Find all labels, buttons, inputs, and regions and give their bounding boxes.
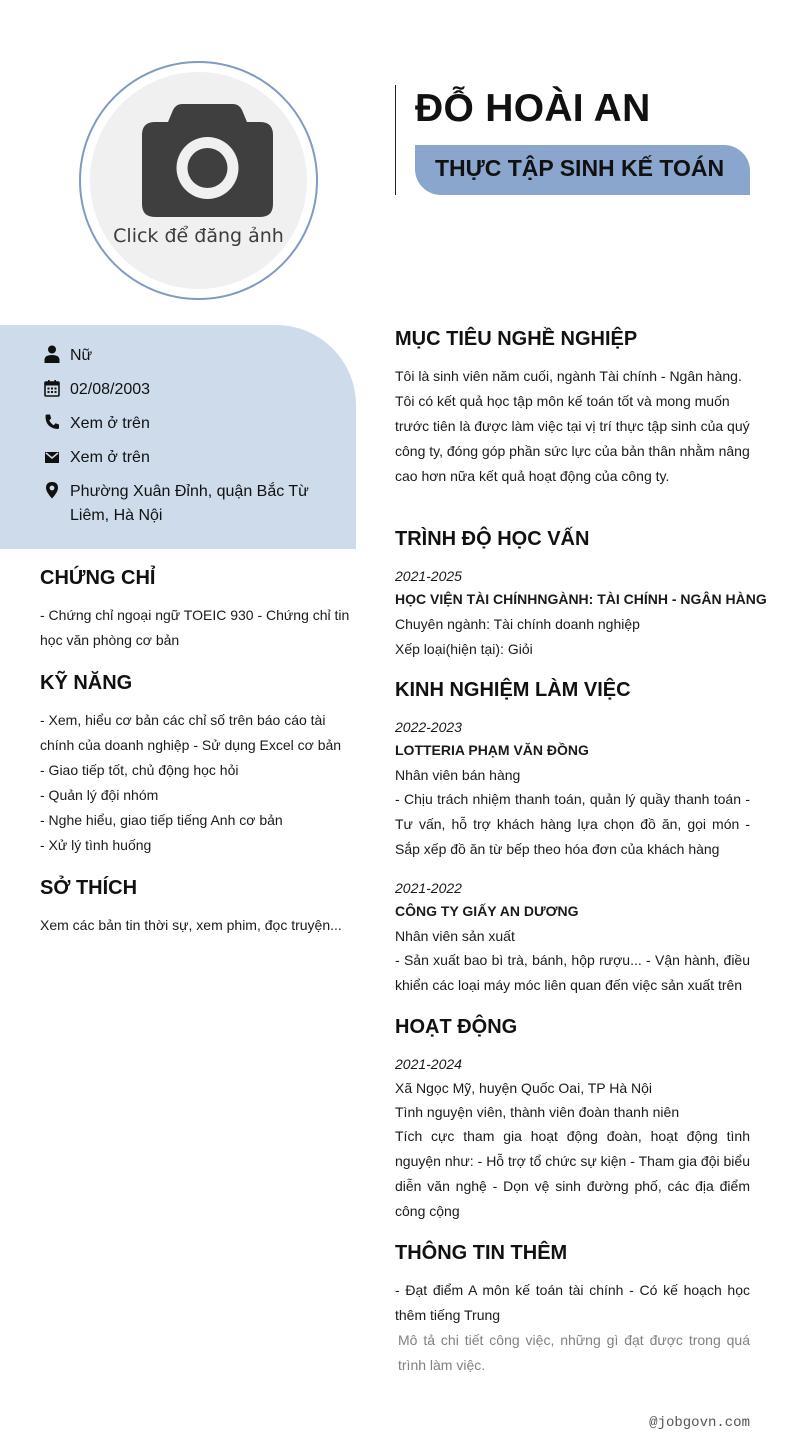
- education-year: 2021-2025: [395, 568, 462, 584]
- activities-block: [395, 1053, 750, 1224]
- person-icon: [44, 345, 60, 363]
- contact-phone: [44, 412, 150, 432]
- job-company: CÔNG TY GIẤY AN DƯƠNG: [395, 903, 579, 919]
- activity-description: Tích cực tham gia hoạt động đoàn, hoạt động tình nguyện như: - Hỗ trợ tổ chức sự kiện - Tham gia đội biểu diễn văn nghệ - Dọn vệ sinh đường phố, các địa điểm công cộng: [395, 1128, 750, 1219]
- job-description: - Sản xuất bao bì trà, bánh, hộp rượu... - Vận hành, điều khiển các loại máy móc liên quan đến việc sản xuất trên: [395, 952, 750, 993]
- education-major: Chuyên ngành: Tài chính doanh nghiệp: [395, 616, 640, 632]
- avatar-upload[interactable]: [79, 61, 318, 300]
- education-rank: Xếp loại(hiện tại): Giỏi: [395, 641, 533, 657]
- extra-info-text: [395, 1278, 750, 1378]
- phone-icon: [44, 413, 60, 431]
- education-school: HỌC VIỆN TÀI CHÍNHNGÀNH: TÀI CHÍNH - NGÂN HÀNG: [395, 591, 767, 607]
- activity-place: Xã Ngọc Mỹ, huyện Quốc Oai, TP Hà Nội: [395, 1080, 653, 1096]
- certificates-text: - Chứng chỉ ngoại ngữ TOEIC 930 - Chứng chỉ tin học văn phòng cơ bản: [40, 607, 350, 648]
- hobbies-text: Xem các bản tin thời sự, xem phim, đọc truyện...: [40, 917, 342, 933]
- contact-gender: [44, 344, 93, 364]
- experience-job-1: [395, 716, 750, 862]
- job-role: Nhân viên bán hàng: [395, 767, 521, 783]
- upload-photo-caption[interactable]: Click để đăng ảnh: [113, 225, 284, 247]
- avatar-placeholder[interactable]: [90, 72, 307, 289]
- activities-heading: HOẠT ĐỘNG: [395, 1016, 518, 1038]
- address-value: Phường Xuân Đỉnh, quận Bắc Từ Liêm, Hà Nội: [70, 483, 309, 524]
- skills-heading: KỸ NĂNG: [40, 672, 133, 694]
- activity-role: Tình nguyện viên, thành viên đoàn thanh niên: [395, 1104, 680, 1120]
- mail-icon: [44, 447, 60, 465]
- contact-birthday: [44, 378, 151, 398]
- job-company: LOTTERIA PHẠM VĂN ĐỒNG: [395, 742, 589, 758]
- email-value: Xem ở trên: [70, 449, 150, 466]
- skills-text: - Xem, hiểu cơ bản các chỉ số trên báo cáo tài chính của doanh nghiệp - Sử dụng Excel cơ bản - Giao tiếp tốt, chủ động học hỏi - Quản lý đội nhóm - Nghe hiểu, giao tiếp tiếng Anh cơ bản - Xử lý tình huống: [40, 712, 342, 853]
- objective-heading: MỤC TIÊU NGHỀ NGHIỆP: [395, 328, 638, 350]
- footer-credit: @jobgovn.com: [649, 1415, 750, 1431]
- job-year: 2022-2023: [395, 719, 462, 735]
- phone-value: Xem ở trên: [70, 415, 150, 432]
- experience-job-2: [395, 877, 750, 998]
- job-year: 2021-2022: [395, 880, 462, 896]
- position-title: THỰC TẬP SINH KẾ TOÁN: [435, 155, 725, 181]
- education-heading: TRÌNH ĐỘ HỌC VẤN: [395, 528, 590, 550]
- extra-info-content: - Đạt điểm A môn kế toán tài chính - Có kế hoạch học thêm tiếng Trung: [395, 1282, 750, 1323]
- job-role: Nhân viên sản xuất: [395, 928, 515, 944]
- contact-email: [44, 446, 150, 466]
- hobbies-heading: SỞ THÍCH: [40, 877, 138, 899]
- contact-address: [44, 480, 309, 524]
- camera-icon: [142, 104, 273, 217]
- extra-info-placeholder: Mô tả chi tiết công việc, những gì đạt được trong quá trình làm việc.: [398, 1332, 750, 1373]
- job-description: - Chịu trách nhiệm thanh toán, quản lý quầy thanh toán - Tư vấn, hỗ trợ khách hàng lựa chọn đồ ăn, gọi món - Sắp xếp đồ ăn từ bếp theo hóa đơn của khách hàng: [395, 791, 750, 857]
- activity-year: 2021-2024: [395, 1056, 462, 1072]
- certificates-heading: CHỨNG CHỈ: [40, 567, 156, 589]
- location-pin-icon: [44, 481, 60, 499]
- birthday-value: 02/08/2003: [70, 381, 151, 398]
- position-badge: [415, 145, 750, 195]
- candidate-name: ĐỖ HOÀI AN: [415, 87, 651, 130]
- education-block: [395, 565, 767, 661]
- header-divider: [395, 85, 396, 195]
- experience-heading: KINH NGHIỆM LÀM VIỆC: [395, 679, 631, 701]
- gender-value: Nữ: [70, 347, 93, 364]
- objective-text: Tôi là sinh viên năm cuối, ngành Tài chính - Ngân hàng. Tôi có kết quả học tập môn kế toán tốt và mong muốn trước tiên là được làm việc tại vị trí thực tập sinh của quý công ty, đóng góp phần sức lực của bản thân nhằm nâng cao hơn nữa kết quả hoạt động của công ty.: [395, 368, 750, 484]
- calendar-icon: [44, 379, 60, 397]
- extra-info-heading: THÔNG TIN THÊM: [395, 1242, 568, 1264]
